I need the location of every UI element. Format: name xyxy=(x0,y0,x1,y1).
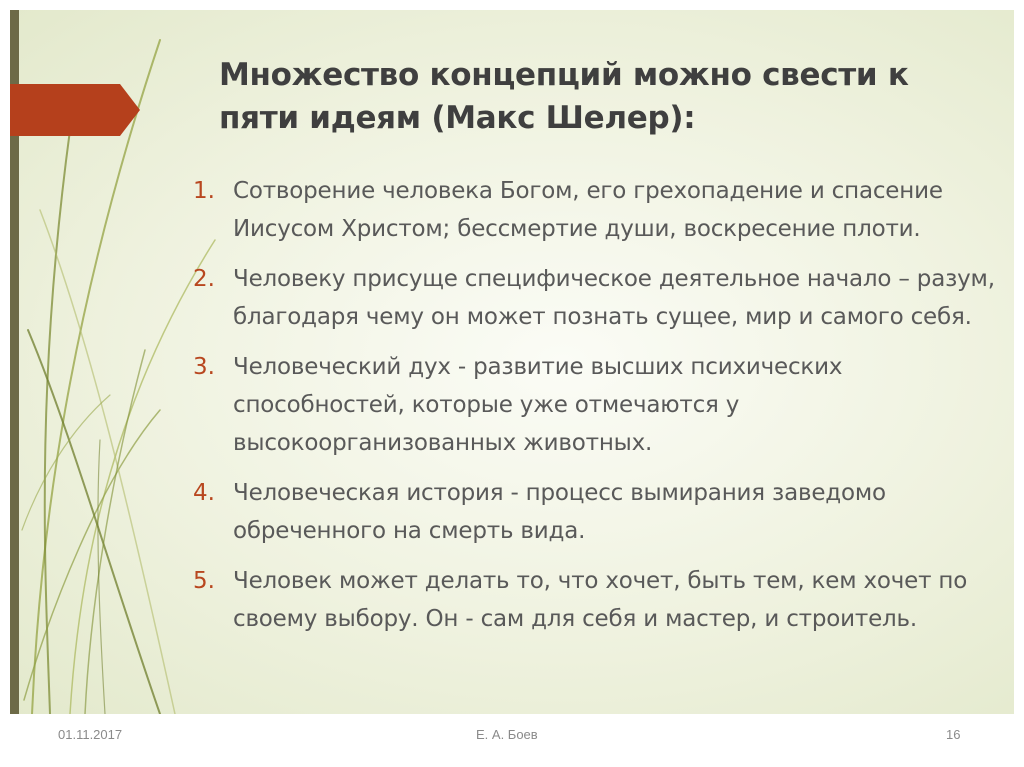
item-number: 2. xyxy=(193,266,215,292)
grass-stroke xyxy=(32,40,160,714)
item-text: Человек может делать то, что хочет, быть тем, кем хочет по своему выбору. Он - сам для себя и мастер, и строитель. xyxy=(233,568,968,632)
list-item xyxy=(193,348,1001,462)
idea-list xyxy=(193,172,1001,650)
item-text: Человеку присуще специфическое деятельное начало – разум, благодаря чему он может познать сущее, мир и самого себя. xyxy=(233,266,995,330)
item-number: 5. xyxy=(193,568,215,594)
item-number: 1. xyxy=(193,178,215,204)
title-ribbon-marker xyxy=(10,84,142,136)
item-number: 4. xyxy=(193,480,215,506)
footer-page-number: 16 xyxy=(946,727,961,742)
grass-stroke xyxy=(85,350,145,714)
list-item xyxy=(193,260,1001,336)
item-number: 3. xyxy=(193,354,215,380)
list-item xyxy=(193,562,1001,638)
grass-stroke xyxy=(40,210,175,714)
list-item xyxy=(193,474,1001,550)
footer-author: Е. А. Боев xyxy=(476,727,538,742)
item-text: Человеческая история - процесс вымирания заведомо обреченного на смерть вида. xyxy=(233,480,886,544)
item-text: Сотворение человека Богом, его грехопадение и спасение Иисусом Христом; бессмертие души, воскресение плоти. xyxy=(233,178,943,242)
item-text: Человеческий дух - развитие высших психических способностей, которые уже отмечаются у высокоорганизованных животных. xyxy=(233,354,843,456)
slide-title: Множество концепций можно свести к пяти идеям (Макс Шелер): xyxy=(219,57,909,136)
list-item xyxy=(193,172,1001,248)
footer-date: 01.11.2017 xyxy=(58,727,123,742)
slide xyxy=(10,10,1014,714)
grass-stroke xyxy=(98,440,105,714)
